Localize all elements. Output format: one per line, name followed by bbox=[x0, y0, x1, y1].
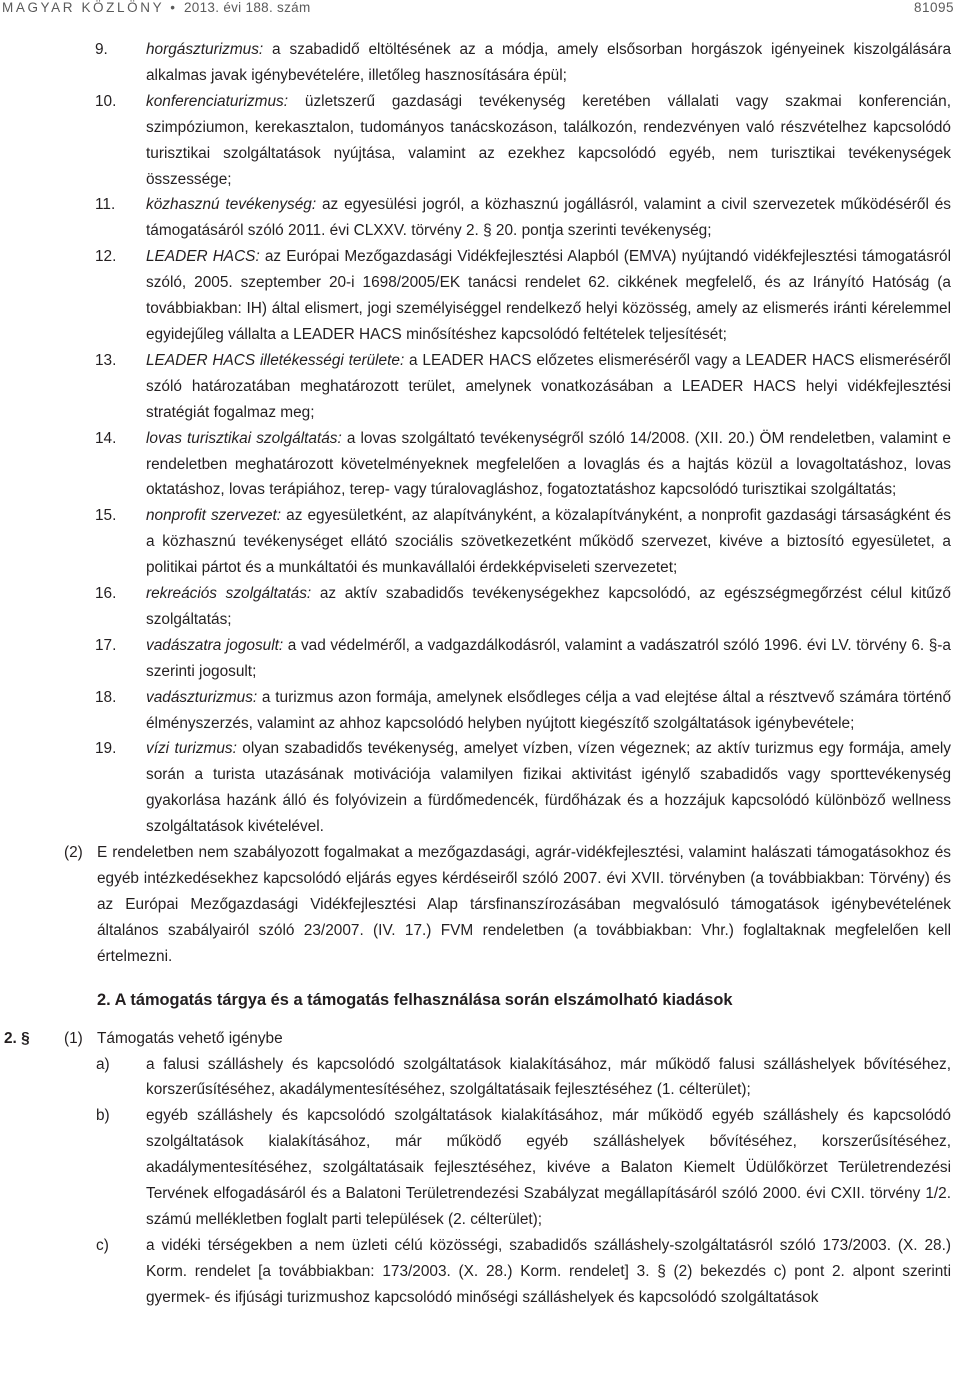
definition-item bbox=[95, 192, 951, 244]
subitem-letter: a) bbox=[96, 1055, 110, 1073]
definition-text: az Európai Mezőgazdasági Vidékfejlesztési Alapból (EMVA) nyújtandó vidékfejlesztési támogatásról szóló, 2005. szeptember 20-i 1698/2005/EK tanácsi rendelet 62. cikkének megfelelő, és az Irányító Hatóság (a továbbiakban: IH) által elismert, jogi személyiséggel rendelkező helyi közösség, amely az elismerés iránti kérelemmel egyidejűleg vállalta a LEADER HACS minősítéshez kapcsolódó feltételek teljesítését; bbox=[146, 248, 951, 343]
definition-item bbox=[95, 503, 951, 581]
item-number: 10. bbox=[95, 92, 117, 110]
running-head bbox=[2, 0, 311, 15]
definition-item bbox=[95, 348, 951, 426]
definition-item bbox=[95, 89, 951, 193]
defined-term: vízi turizmus: bbox=[146, 740, 237, 758]
subitem bbox=[96, 1233, 951, 1311]
definition-text: a LEADER HACS előzetes elismeréséről vagy a LEADER HACS elismeréséről szóló határozatában meghatározott terület, amelynek vonatkozásában a LEADER HACS helyi vidékfejlesztési stratégiát fogalmaz meg; bbox=[146, 351, 951, 421]
header-separator: • bbox=[170, 0, 178, 15]
definition-text: olyan szabadidős tevékenység, amelyet vízben, vízen végeznek; az aktív turizmus egy formája, amely során a turista utazásának motivációja valamilyen fizikai aktivitást igénylő szabadidős vagy sporttevékenység gyakorlása hazánk álló és folyóvizein a fürdőmedencék, fürdőházak és a hozzájuk kapcsolódó különböző wellness szolgáltatások kivételével. bbox=[146, 740, 952, 836]
subitem bbox=[96, 1052, 951, 1104]
defined-term: lovas turisztikai szolgáltatás: bbox=[146, 429, 342, 447]
defined-term: LEADER HACS illetékességi területe: bbox=[146, 351, 405, 369]
item-number: 17. bbox=[95, 636, 117, 654]
definition-text: a vad védelméről, a vadgazdálkodásról, valamint a vadászatról szóló 1996. évi LV. törvény 6. §-a szerinti jogosult; bbox=[146, 636, 951, 680]
page-number: 81095 bbox=[913, 0, 954, 15]
item-number: 13. bbox=[95, 351, 117, 369]
item-number: 11. bbox=[95, 196, 116, 214]
item-number: 12. bbox=[95, 248, 117, 266]
paragraph-text: E rendeletben nem szabályozott fogalmakat a mezőgazdasági, agrár-vidékfejlesztési, valamint halászati támogatásokhoz és egyéb intézkedésekhez kapcsolódó eljárás egyes kérdéseiről szóló 2007. évi XVII. törvényben (a továbbiakban: Törvény) és az Európai Mezőgazdasági Vidékfejlesztési Alap társfinanszírozásában megvalósuló támogatások igénybevételének általános szabályairól szóló 23/2007. (IV. 17.) FVM rendeletben (a továbbiakban: Vhr.) foglaltaknak megfelelően kell értelmezni. bbox=[97, 844, 951, 965]
defined-term: közhasznú tevékenység: bbox=[146, 196, 317, 214]
item-number: 15. bbox=[95, 507, 117, 525]
subitem bbox=[96, 1103, 951, 1233]
defined-term: vadászturizmus: bbox=[146, 688, 258, 706]
definition-text: a szabadidő eltöltésének az a módja, amely elsősorban horgászok igényeinek kiszolgálására alkalmas javak igénybevételére, illetőleg hasznosítására épül; bbox=[146, 41, 951, 84]
definition-text: az aktív szabadidős tevékenységekhez kapcsolódó, az egészségmegőrzést célul kitűző szolgáltatás; bbox=[146, 585, 951, 628]
section-symbol: 2. § bbox=[4, 1029, 30, 1047]
definition-item bbox=[95, 37, 951, 89]
definition-text: üzletszerű gazdasági tevékenység keretében vállalati vagy szakmai konferencián, szimpóziumon, kerekasztalon, tudományos tanácskozáson, találkozón, rendezvényen való részvételhez kapcsolódó turisztikai szolgáltatások nyújtása, valamint az ezekhez kapcsolódó egyéb, nem turisztikai tevékenységek összessége; bbox=[146, 92, 951, 188]
paragraph-number: (2) bbox=[64, 844, 83, 862]
definition-item bbox=[95, 736, 952, 840]
page-header bbox=[0, 0, 960, 24]
journal-title: MAGYAR KÖZLÖNY bbox=[2, 0, 164, 15]
issue-number: 2013. évi 188. szám bbox=[183, 0, 311, 15]
subitem-text: a falusi szálláshely és kapcsolódó szolgáltatások kialakításához, már működő falusi szálláshelyek bővítéséhez, korszerűsítéséhez, akadálymentesítéséhez, szolgáltatásaik fejlesztéséhez (1. célterület); bbox=[146, 1055, 951, 1099]
item-number: 18. bbox=[95, 688, 117, 706]
paragraph-number: (1) bbox=[64, 1029, 83, 1047]
item-number: 19. bbox=[95, 740, 117, 758]
definition-list bbox=[0, 37, 960, 840]
item-number: 14. bbox=[95, 429, 117, 447]
defined-term: LEADER HACS: bbox=[146, 248, 260, 266]
definition-text: az egyesületként, az alapítványként, a közalapítványként, a nonprofit gazdasági társaságként és a közhasznú tevékenységet ellátó szociális szövetkezetként működő szervezet, kivéve a biztosító egyesületet, a politikai pártot és a munkáltatói és munkavállalói érdekképviseleti szervezetet; bbox=[146, 507, 951, 577]
subitem-list bbox=[0, 1052, 960, 1311]
section-2 bbox=[4, 1026, 951, 1052]
defined-term: horgászturizmus: bbox=[146, 41, 264, 58]
document-body bbox=[0, 37, 960, 1311]
definition-item bbox=[95, 685, 951, 737]
defined-term: vadászatra jogosult: bbox=[146, 636, 284, 654]
paragraph-2 bbox=[64, 840, 951, 970]
section-heading: 2. A támogatás tárgya és a támogatás felhasználása során elszámolható kiadások bbox=[97, 990, 733, 1009]
definition-item bbox=[95, 633, 951, 685]
definition-item bbox=[95, 581, 951, 633]
defined-term: nonprofit szervezet: bbox=[146, 507, 282, 525]
subitem-letter: c) bbox=[96, 1236, 109, 1254]
item-number: 9. bbox=[95, 41, 108, 58]
definition-text: az egyesülési jogról, a közhasznú jogállásról, valamint a civil szervezetek működéséről és támogatásáról szóló 2011. évi CLXXV. törvény 2. § 20. pontja szerinti tevékenység; bbox=[146, 196, 951, 240]
definition-text: a turizmus azon formája, amelynek elsődleges célja a vad elejtése által a résztvevő számára történő élményszerzés, valamint az ahhoz kapcsolódó helyben nyújtott kiegészítő szolgáltatások igénybevétele; bbox=[146, 688, 951, 732]
section-intro: Támogatás vehető igénybe bbox=[97, 1029, 283, 1047]
defined-term: konferenciaturizmus: bbox=[146, 92, 288, 110]
subitem-text: a vidéki térségekben a nem üzleti célú közösségi, szabadidős szálláshely-szolgáltatásról szóló 173/2003. (X. 28.) Korm. rendelet [a továbbiakban: 173/2003. (X. 28.) Korm. rendelet] 3. § (2) bekezdés c) pont 2. alpont szerinti gyermek- és ifjúsági turizmushoz kapcsolódó minőségi szálláshelyek és kapcsolódó szolgáltatások bbox=[146, 1236, 951, 1306]
defined-term: rekreációs szolgáltatás: bbox=[146, 585, 312, 603]
subitem-text: egyéb szálláshely és kapcsolódó szolgáltatások kialakításához, már működő egyéb szálláshely és kapcsolódó szolgáltatások kialakításához, már működő egyéb szálláshelyek bővítéséhez, korszerűsítéséhez, akadálymentesítéséhez, szolgáltatásaik fejlesztéséhez, kivéve a Balaton Kiemelt Üdülőkörzet Területrendezési Tervének elfogadásáról és a Balatoni Területrendezési Szabályzat megállapításáról szóló 2000. évi CXII. törvény 1/2. számú mellékletben foglalt parti települések (2. célterület); bbox=[146, 1107, 951, 1228]
definition-text: a lovas szolgáltató tevékenységről szóló 14/2008. (XII. 20.) ÖM rendeletben, valamint e rendeletben meghatározott követelményeknek megfelelően a lovaglás és a hajtás közül a lovagoltatáshoz, lovas oktatáshoz, lovas terápiához, terep- vagy túralovagláshoz, fogatoztatáshoz kapcsolódó turisztikai szolgáltatás; bbox=[146, 429, 951, 499]
item-number: 16. bbox=[95, 585, 117, 603]
subitem-letter: b) bbox=[96, 1107, 110, 1125]
definition-item bbox=[95, 244, 951, 348]
definition-item bbox=[95, 426, 951, 504]
